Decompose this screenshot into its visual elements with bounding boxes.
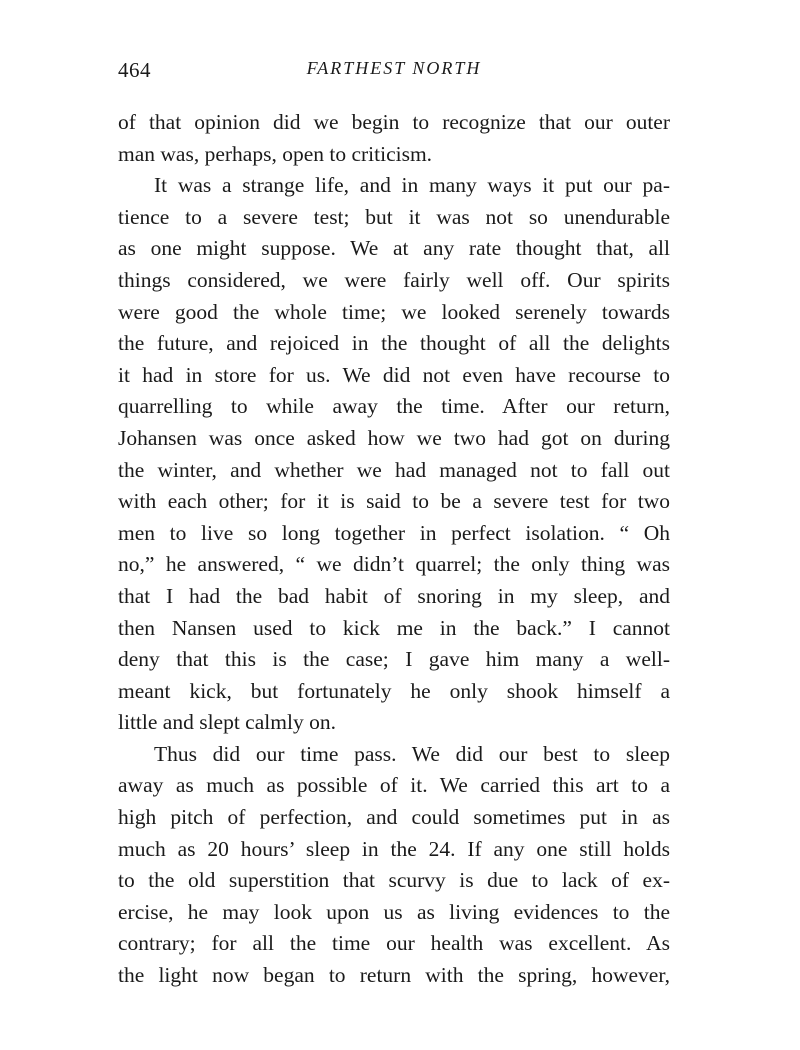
text-line: Thus did our time pass. We did our best to sleep [154,741,670,766]
text-line: the winter, and whether we had managed not to fall out [118,457,670,482]
text-line: much as 20 hours’ sleep in the 24. If any one still holds [118,836,670,861]
text-line: the future, and rejoiced in the thought of all the delights [118,331,670,356]
text-line: deny that this is the case; I gave him many a well- [118,647,670,672]
text-line: away as much as possible of it. We carried this art to a [118,773,670,798]
text-line: tience to a severe test; but it was not so unendurable [118,204,670,229]
text-line: to the old superstition that scurvy is due to lack of ex- [118,868,670,893]
text-line: Johansen was once asked how we two had got on during [118,425,670,450]
text-line: were good the whole time; we looked serenely towards [118,299,670,324]
text-line: with each other; for it is said to be a severe test for two [118,489,670,514]
text-line: the light now began to return with the spring, however, [118,963,670,988]
text-line: things considered, we were fairly well off. Our spirits [118,267,670,292]
body-text [118,107,670,992]
text-line: that I had the bad habit of snoring in my sleep, and [118,583,670,608]
text-line: it had in store for us. We did not even have recourse to [118,362,670,387]
text-line: contrary; for all the time our health was excellent. As [118,931,670,956]
text-line: men to live so long together in perfect isolation. “ Oh [118,520,670,545]
text-line: little and slept calmly on. [118,710,336,735]
text-line: man was, perhaps, open to criticism. [118,141,433,166]
text-line: quarrelling to while away the time. After our return, [118,394,670,419]
running-head [118,58,670,86]
text-line: It was a strange life, and in many ways it put our pa- [154,173,670,198]
text-line: high pitch of perfection, and could sometimes put in as [118,805,670,830]
text-line: as one might suppose. We at any rate thought that, all [118,236,670,261]
text-line: meant kick, but fortunately he only shook himself a [118,678,670,703]
text-line: of that opinion did we begin to recognize that our outer [118,110,670,134]
page-number: 464 [118,58,151,82]
text-line: ercise, he may look upon us as living evidences to the [118,899,670,924]
running-title: FARTHEST NORTH [306,58,482,78]
text-line: then Nansen used to kick me in the back.” I cannot [118,615,670,640]
text-line: no,” he answered, “ we didn’t quarrel; the only thing was [118,552,670,577]
